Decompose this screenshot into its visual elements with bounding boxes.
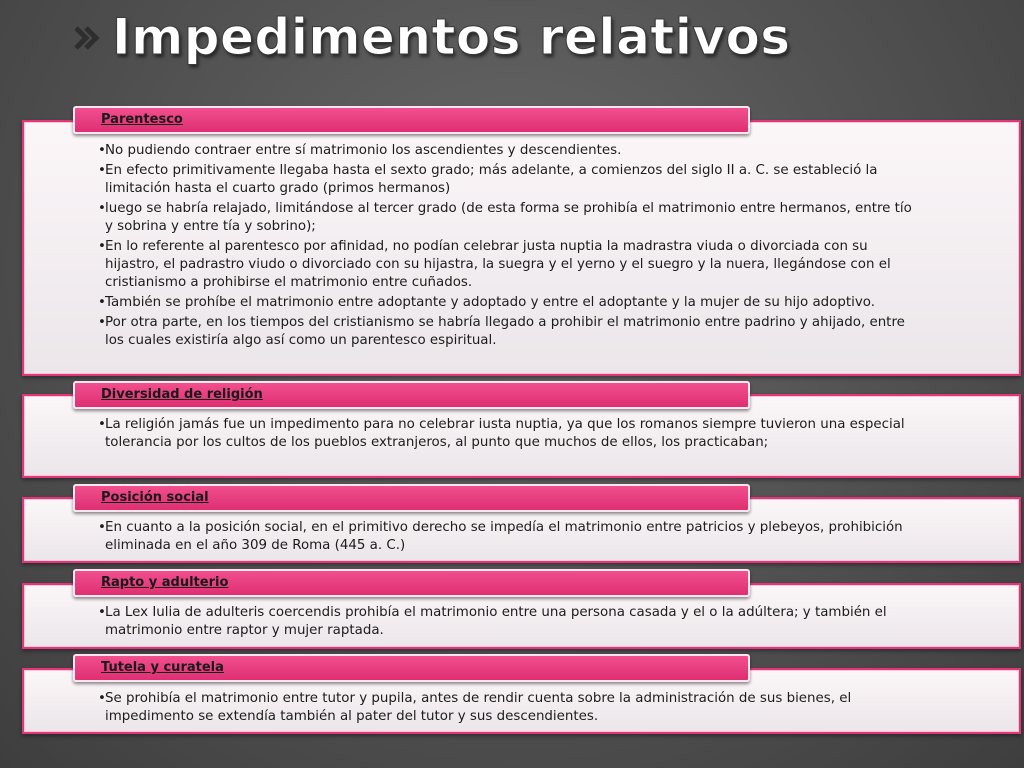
list-item: • En cuanto a la posición social, en el primitivo derecho se impedía el matrimonio entre patricios y plebeyos, prohibición eliminada en el año 309 de Roma (445 a. C.) — [80, 519, 920, 555]
list-item: • En efecto primitivamente llegaba hasta el sexto grado; más adelante, a comienzos del siglo II a. C. se estableció la limitación hasta el cuarto grado (primos hermanos) — [80, 162, 920, 198]
section-tutela-header: Tutela y curatela — [73, 654, 750, 682]
list-item: • La religión jamás fue un impedimento para no celebrar iusta nuptia, ya que los romanos siempre tuvieron una especial tolerancia por los cultos de los pueblos extranjeros, al punto que muchos de ellos, los practicaban; — [80, 416, 920, 452]
list-item: • Por otra parte, en los tiempos del cristianismo se habría llegado a prohibir el matrimonio entre padrino y ahijado, entre los cuales existiría algo así como un parentesco espiritual. — [80, 314, 920, 350]
double-chevron-icon — [70, 22, 102, 54]
list-item: • La Lex Iulia de adulteris coercendis prohibía el matrimonio entre una persona casada y el o la adúltera; y también el matrimonio entre raptor y mujer raptada. — [80, 604, 920, 640]
section-religion-header: Diversidad de religión — [73, 381, 750, 409]
list-item: • También se prohíbe el matrimonio entre adoptante y adoptado y entre el adoptante y la mujer de su hijo adoptivo. — [80, 294, 920, 312]
section-posicion-social-list — [80, 519, 920, 557]
list-item: • En lo referente al parentesco por afinidad, no podían celebrar justa nuptia la madrastra viuda o divorciada con su hijastro, el padrastro viudo o divorciado con su hijastra, la suegra y el yerno y el suegro y la nuera, llegándose con el cristianismo a prohibirse el matrimonio entre cuñados. — [80, 238, 920, 292]
section-rapto-header: Rapto y adulterio — [73, 569, 750, 597]
list-item: • No pudiendo contraer entre sí matrimonio los ascendientes y descendientes. — [80, 142, 920, 160]
section-parentesco-header: Parentesco — [73, 106, 750, 134]
list-item: • Se prohibía el matrimonio entre tutor y pupila, antes de rendir cuenta sobre la administración de sus bienes, el impedimento se extendía también al pater del tutor y sus descendientes. — [80, 690, 920, 726]
section-parentesco-list — [80, 142, 920, 352]
section-tutela-list — [80, 690, 920, 728]
section-religion-list — [80, 416, 920, 454]
section-posicion-social-header: Posición social — [73, 484, 750, 512]
list-item: • luego se habría relajado, limitándose al tercer grado (de esta forma se prohibía el matrimonio entre hermanos, entre tío y sobrina y entre tía y sobrino); — [80, 200, 920, 236]
section-rapto-list — [80, 604, 920, 642]
slide-title: Impedimentos relativos — [112, 8, 791, 66]
